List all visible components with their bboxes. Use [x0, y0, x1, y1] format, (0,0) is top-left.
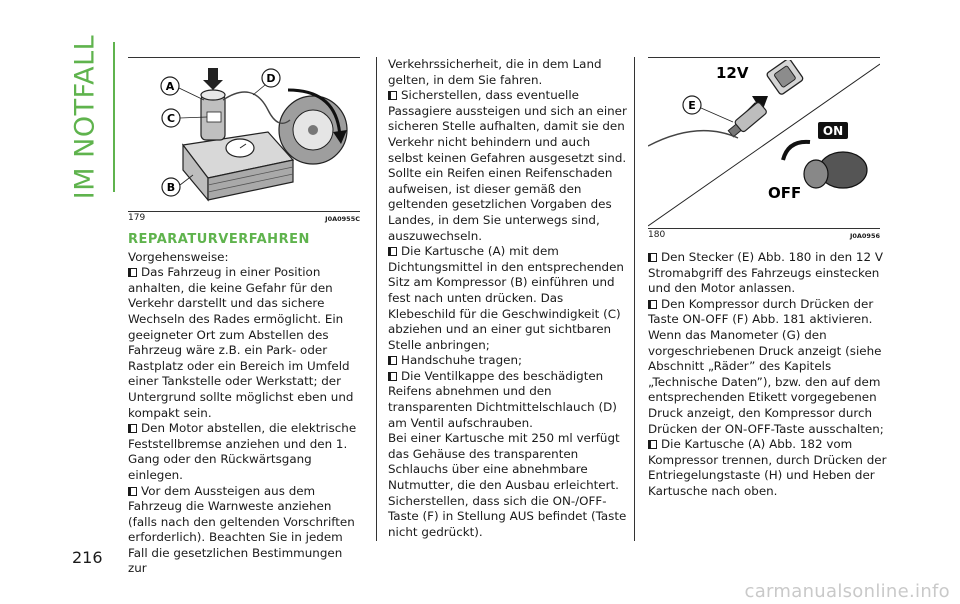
step-item: Die Ventilkappe des beschädigten Reifens abnehmen und den transparenten Dichtmittelschlauch (D) am Ventil aufschrauben. [388, 368, 617, 430]
step-item: Den Motor abstellen, die elektrische Feststellbremse anziehen und den 1. Gang oder den Rückwärtsgang einlegen. [128, 421, 357, 482]
step-bullet-icon [648, 440, 657, 449]
column-2 [388, 57, 628, 540]
step-bullet-icon [648, 300, 657, 309]
step-bullet-icon [388, 91, 397, 100]
section-title-rule [113, 42, 115, 192]
figure-180-number: 180 [648, 230, 666, 240]
step-bullet-icon [388, 372, 397, 381]
figure-179-caption-rule [128, 211, 360, 212]
step-bullet-icon [128, 424, 137, 433]
figure-180-label-on: ON [822, 124, 844, 138]
column-3 [648, 250, 888, 500]
figure-179-number: 179 [128, 213, 146, 223]
column1-top-rule [128, 57, 360, 58]
figure-179-caption [128, 213, 360, 225]
step-bullet-icon [648, 253, 657, 262]
figure-180-label-12v: 12V [716, 64, 749, 82]
watermark: carmanualsonline.info [744, 581, 950, 602]
step-item: Das Fahrzeug in einer Position anhalten, die keine Gefahr für den Verkehr darstellt und das sichere Wechseln des Rades ermöglicht. Ein geeigneter Ort zum Abstellen des Fahrzeug wäre z.B. ein Park- oder Rastplatz oder ein Bereich im Umfeld einer Tankstelle oder Werkstatt; der Untergrund sollte möglichst eben und kompakt sein. [128, 265, 354, 420]
step-item: Die Kartusche (A) mit dem Dichtungsmittel in den entsprechenden Sitz am Kompressor (B) einführen und fest nach unten drücken. Das Klebeschild für die Geschwindigkeit (C) abziehen und an einer gut sichtbaren Stelle anbringen; [388, 244, 624, 352]
step-item: Den Stecker (E) Abb. 180 in den 12 V Stromabgriff des Fahrzeugs einstecken und den Motor anlassen. [648, 250, 883, 296]
figure-180-caption [648, 230, 880, 242]
step-bullet-icon [128, 268, 137, 277]
figure-180-code: J0A0956 [849, 232, 880, 240]
step-bullet-icon [388, 247, 397, 256]
step-item: Den Kompressor durch Drücken der Taste ON-OFF (F) Abb. 181 aktivieren. Wenn das Manometer (G) den vorgeschriebenen Druck anzeigt (siehe Abschnitt „Räder” des Kapitels „Technische Daten”), bzw. den auf dem entsprechenden Etikett vorgegebenen Druck anzeigt, den Kompressor durch Drücken der ON-OFF-Taste ausschalten; [648, 296, 884, 436]
column3-rule [634, 57, 635, 541]
intro-text: Vorgehensweise: [128, 249, 229, 264]
figure-180-illustration [648, 60, 880, 228]
section-heading: REPARATURVERFAHREN [128, 232, 310, 247]
figure-179-label-d: D [266, 72, 276, 85]
section-title: IM NOTFALL [69, 34, 101, 200]
figure-180-caption-rule [648, 228, 880, 229]
step-item: Die Kartusche (A) Abb. 182 vom Kompressor trennen, durch Drücken der Entriegelungstaste (H) und Heben der Kartusche nach oben. [648, 437, 887, 498]
step-bullet-icon [388, 356, 397, 365]
continued-text: Verkehrssicherheit, die in dem Land gelten, in dem Sie fahren. [388, 57, 602, 87]
figure-179-label-b: B [166, 181, 176, 194]
step-item: Sicherstellen, dass eventuelle Passagiere aussteigen und sich an einer sicheren Stelle aufhalten, damit sie den Verkehr nicht behindern und auch selbst keinen Gefahren ausgesetzt sind. Sollte ein Reifen einen Reifenschaden aufweisen, ist dieser gemäß den geltenden gesetzlichen Vorgaben des Landes, in dem Sie unterwegs sind, auszuwechseln. [388, 88, 627, 243]
figure-179-label-a: A [165, 80, 175, 93]
figure-180-label-off: OFF [768, 184, 802, 202]
column-1 [128, 232, 364, 577]
figure-179-label-c: C [166, 112, 176, 125]
step-bullet-icon [128, 487, 137, 496]
step-item: Vor dem Aussteigen aus dem Fahrzeug die Warnweste anziehen (falls nach den geltenden Vorschriften erforderlich). Beachten Sie in jedem Fall die gesetzlichen Bestimmungen zur [128, 483, 355, 576]
figure-179-code: J0A0955C [325, 215, 360, 223]
page-number: 216 [72, 548, 103, 567]
column2-rule [376, 57, 377, 541]
figure-179-illustration [128, 60, 360, 210]
column3-top-rule [648, 57, 880, 58]
step-item: Handschuhe tragen; [388, 353, 628, 369]
figure-180-label-e: E [688, 99, 696, 112]
note-text: Bei einer Kartusche mit 250 ml verfügt das Gehäuse des transparenten Schlauchs über eine abnehmbare Nutmutter, die den Ausbau erleichtert. Sicherstellen, dass sich die ON-/OFF-Taste (F) in Stellung AUS befindet (Taste nicht gedrückt). [388, 431, 627, 539]
